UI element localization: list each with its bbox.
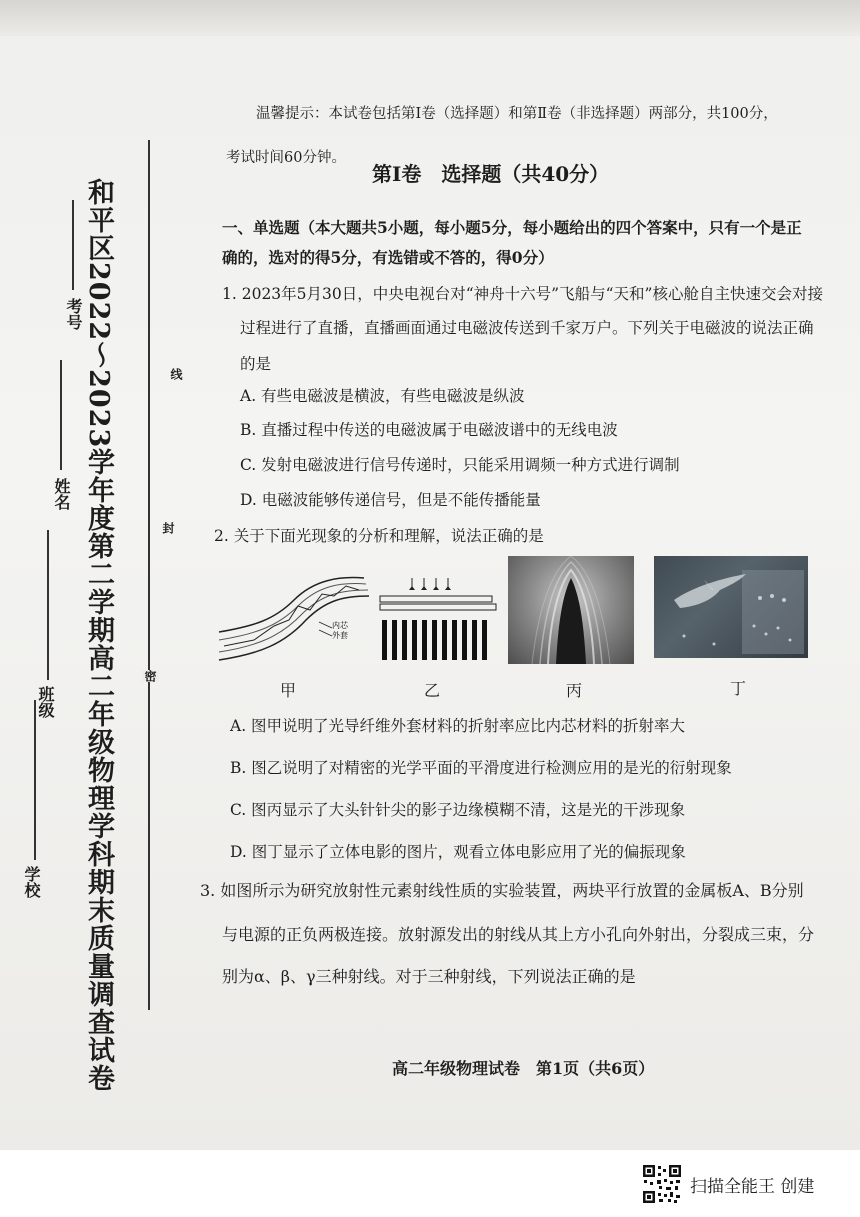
seal-line [148,140,150,1010]
scanner-brand: 扫描全能王 创建 [690,1177,815,1197]
label-name: 姓名 [52,478,71,510]
seal-xian: 线 [169,368,183,380]
figure-label-jia: 甲 [280,681,297,700]
q2-option-b: B. 图乙说明了对精密的光学平面的平滑度进行检测应用的是光的衍射现象 [230,759,732,777]
blank-name [60,360,62,470]
figure-label-yi: 乙 [424,681,441,700]
fig-jia-inner-label: 内芯 [332,621,348,630]
fig-jia-outer-label: 外套 [332,631,348,640]
q2-option-a: A. 图甲说明了光导纤维外套材料的折射率应比内芯材料的折射率大 [230,717,686,735]
notice-line-1: 温馨提示：本试卷包括第Ⅰ卷（选择题）和第Ⅱ卷（非选择题）两部分，共100分， [256,106,778,122]
qr-code-icon [642,1164,682,1204]
q3-stem-line-3: 别为α、β、γ三种射线。对于三种射线，下列说法正确的是 [222,967,636,986]
figure-label-ding: 丁 [730,679,747,698]
figure-bing-pin-shadow [508,556,634,664]
figure-ding-3d-movie [654,556,808,658]
q2-stem: 2. 关于下面光现象的分析和理解，说法正确的是 [214,527,544,545]
q1-stem-line-2: 过程进行了直播，直播画面通过电磁波传送到千家万户。下列关于电磁波的说法正确 [240,319,814,337]
part1-line-2: 确的，选对的得5分，有选错或不答的，得0分） [222,248,554,267]
notice-line-2: 考试时间60分钟。 [226,150,346,166]
blank-class [47,530,49,680]
q1-stem-line-1: 1. 2023年5月30日，中央电视台对“神舟十六号”飞船与“天和”核心舱自主快速交会对接 [222,285,823,303]
q3-stem-line-2: 与电源的正负两极连接。放射源发出的射线从其上方小孔向外射出，分裂成三束，分 [222,925,815,944]
figure-label-bing: 丙 [566,681,583,700]
label-number: 考号 [64,298,83,330]
blank-number [72,200,74,290]
part1-line-1: 一、单选题（本大题共5小题，每小题5分，每小题给出的四个答案中，只有一个是正 [222,218,802,237]
q1-option-a: A. 有些电磁波是横波，有些电磁波是纵波 [240,387,525,405]
q2-option-c: C. 图丙显示了大头针针尖的影子边缘模糊不清，这是光的干涉现象 [230,801,686,819]
q1-stem-line-3: 的是 [240,355,272,373]
figure-yi-flatness-test [378,576,500,666]
section-title: 第Ⅰ卷 选择题（共40分） [372,162,610,186]
q1-option-d: D. 电磁波能够传递信号，但是不能传播能量 [240,491,541,509]
seal-feng: 封 [161,522,175,534]
label-school: 学校 [22,866,41,898]
exam-title-vertical: 和平区2022～2023学年度第二学期高二年级物理学科期末质量调查试卷 [83,178,114,1093]
page-footer: 高二年级物理试卷 第1页（共6页） [392,1059,655,1078]
q1-option-c: C. 发射电磁波进行信号传递时，只能采用调频一种方式进行调制 [240,456,680,474]
seal-mi: 密 [143,670,157,682]
label-class: 班级 [36,686,55,718]
q1-option-b: B. 直播过程中传送的电磁波属于电磁波谱中的无线电波 [240,421,618,439]
figure-jia-optical-fiber [214,570,374,670]
blank-school [34,700,36,860]
q3-stem-line-1: 3. 如图所示为研究放射性元素射线性质的实验装置，两块平行放置的金属板A、B分别 [200,881,804,900]
q2-option-d: D. 图丁显示了立体电影的图片，观看立体电影应用了光的偏振现象 [230,843,686,861]
